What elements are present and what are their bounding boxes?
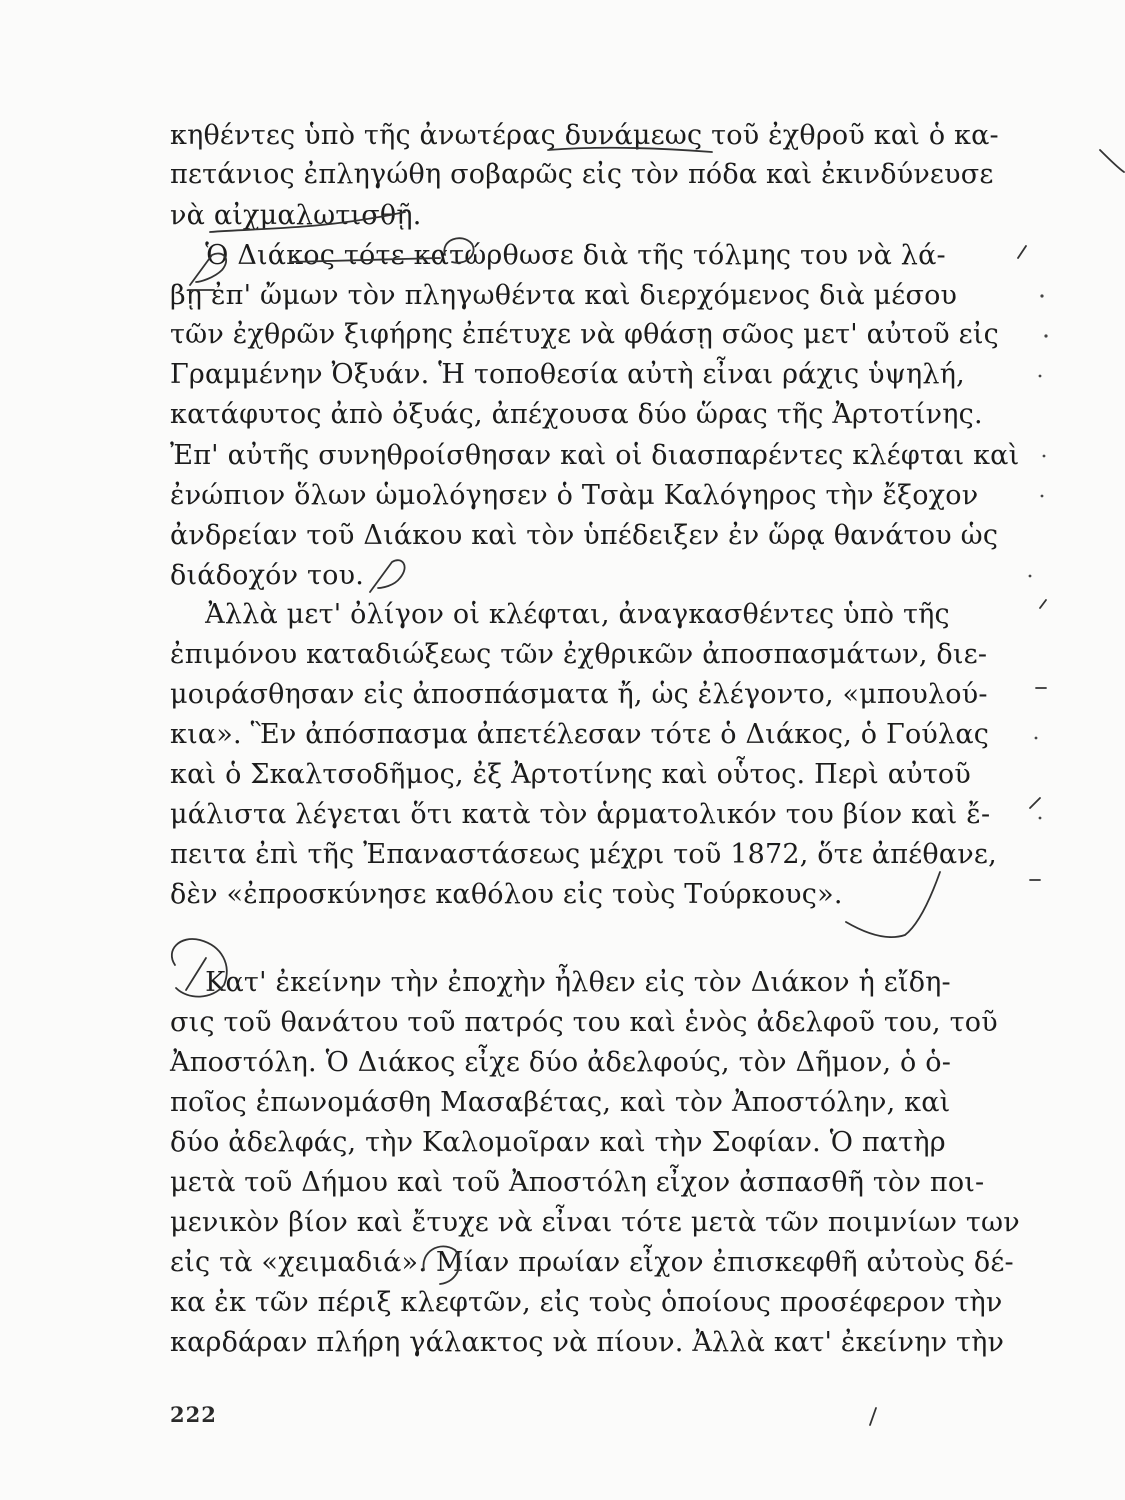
text-line: καρδάραν πλήρη γάλακτος νὰ πίουν. Ἀλλὰ κατ' ἐκείνην τὴν: [170, 1327, 1005, 1358]
text-line: πειτα ἐπὶ τῆς Ἐπαναστάσεως μέχρι τοῦ 1872, ὅτε ἀπέθανε,: [170, 839, 997, 870]
text-line: μάλιστα λέγεται ὅτι κατὰ τὸν ἁρματολικόν του βίον καὶ ἔ-: [170, 799, 991, 830]
text-line: Ὁ Διάκος τότε κατώρθωσε διὰ τῆς τόλμης του νὰ λά-: [170, 240, 946, 271]
text-line: τῶν ἐχθρῶν ξιφήρης ἐπέτυχε νὰ φθάσῃ σῶος μετ' αὐτοῦ εἰς: [170, 319, 999, 350]
text-line: κα ἐκ τῶν πέριξ κλεφτῶν, εἰς τοὺς ὁποίους προσέφερον τὴν: [170, 1287, 1003, 1318]
text-line: κηθέντες ὑπὸ τῆς ἀνωτέρας δυνάμεως τοῦ ἐχθροῦ καὶ ὁ κα-: [170, 120, 999, 151]
text-line: Γραμμένην Ὀξυάν. Ἡ τοποθεσία αὐτὴ εἶναι ράχις ὑψηλή,: [170, 359, 965, 390]
page-number: 222: [170, 1402, 217, 1427]
margin-tick: [1100, 150, 1124, 172]
text-line: Ἀλλὰ μετ' ὀλίγον οἱ κλέφται, ἀναγκασθέντες ὑπὸ τῆς: [170, 599, 950, 630]
text-line: ἐνώπιον ὅλων ὡμολόγησεν ὁ Τσὰμ Καλόγηρος τὴν ἔξοχον: [170, 480, 979, 511]
margin-dot: [1029, 575, 1032, 578]
text-line: Κατ' ἐκείνην τὴν ἐποχὴν ἦλθεν εἰς τὸν Διάκον ἡ εἴδη-: [170, 967, 951, 998]
text-line: μετὰ τοῦ Δήμου καὶ τοῦ Ἀποστόλη εἶχον ἀσπασθῆ τὸν ποι-: [170, 1167, 985, 1198]
text-line: ποῖος ἐπωνομάσθη Μασαβέτας, καὶ τὸν Ἀποστόλην, καὶ: [170, 1087, 951, 1118]
text-line: μενικὸν βίον καὶ ἔτυχε νὰ εἶναι τότε μετὰ τῶν ποιμνίων των: [170, 1207, 1020, 1238]
margin-dot: [1035, 737, 1038, 740]
text-line: κια». Ἓν ἀπόσπασμα ἀπετέλεσαν τότε ὁ Διάκος, ὁ Γούλας: [170, 719, 990, 750]
margin-tick: [1040, 600, 1046, 608]
bracket-mark: [846, 872, 940, 937]
text-line: διάδοχόν του.: [170, 560, 364, 591]
text-line: ἀνδρείαν τοῦ Διάκου καὶ τὸν ὑπέδειξεν ἐν ὥρᾳ θανάτου ὡς: [170, 520, 999, 551]
text-line: ἐπιμόνου καταδιώξεως τῶν ἐχθρικῶν ἀποσπασμάτων, διε-: [170, 639, 988, 670]
margin-dot: [1044, 334, 1047, 337]
text-line: πετάνιος ἐπληγώθη σοβαρῶς εἰς τὸν πόδα καὶ ἐκινδύνευσε: [170, 159, 994, 190]
margin-dot: [1039, 375, 1042, 378]
margin-dot: [1041, 495, 1044, 498]
margin-tick: [1030, 798, 1040, 808]
margin-tick: [1018, 246, 1026, 258]
margin-tick: [870, 1408, 876, 1425]
text-line: δὲν «ἐπροσκύνησε καθόλου εἰς τοὺς Τούρκους».: [170, 879, 843, 910]
text-line: εἰς τὰ «χειμαδιά». Μίαν πρωίαν εἶχον ἐπισκεφθῆ αὐτοὺς δέ-: [170, 1247, 1014, 1278]
margin-dot: [1043, 455, 1046, 458]
text-line: Ἐπ' αὐτῆς συνηθροίσθησαν καὶ οἱ διασπαρέντες κλέφται καὶ: [170, 440, 1020, 471]
text-line: σις τοῦ θανάτου τοῦ πατρός του καὶ ἑνὸς ἀδελφοῦ του, τοῦ: [170, 1007, 998, 1038]
text-line: κατάφυτος ἀπὸ ὀξυάς, ἀπέχουσα δύο ὥρας τῆς Ἀρτοτίνης.: [170, 399, 983, 430]
text-line: δύο ἀδελφάς, τὴν Καλομοῖραν καὶ τὴν Σοφίαν. Ὁ πατὴρ: [170, 1127, 946, 1158]
margin-dot: [1039, 817, 1042, 820]
text-line: καὶ ὁ Σκαλτσοδῆμος, ἐξ Ἀρτοτίνης καὶ οὗτος. Περὶ αὐτοῦ: [170, 759, 971, 790]
text-line: νὰ αἰχμαλωτισθῇ.: [170, 200, 422, 231]
paragraph-mark: [370, 560, 405, 592]
margin-dot: [1040, 294, 1043, 297]
text-line: μοιράσθησαν εἰς ἀποσπάσματα ἤ, ὡς ἐλέγοντο, «μπουλού-: [170, 679, 988, 710]
text-line: βῃ ἐπ' ὤμων τὸν πληγωθέντα καὶ διερχόμενος διὰ μέσου: [170, 280, 958, 311]
text-line: Ἀποστόλη. Ὁ Διάκος εἶχε δύο ἀδελφούς, τὸν Δῆμον, ὁ ὁ-: [170, 1047, 952, 1078]
